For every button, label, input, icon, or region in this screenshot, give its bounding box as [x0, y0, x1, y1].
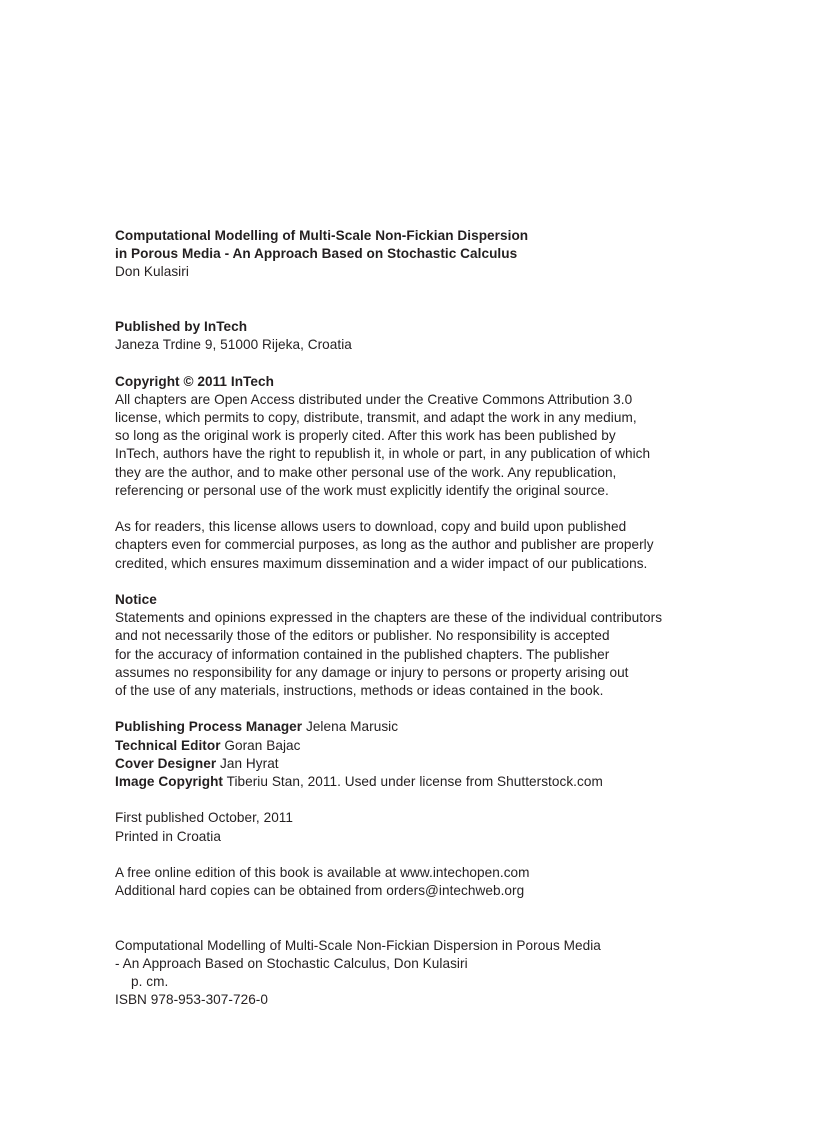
catalog-block: [115, 937, 715, 1010]
publication-block: [115, 809, 715, 845]
publisher-block: [115, 318, 715, 354]
credit-row: [115, 773, 715, 791]
first-published: First published October, 2011: [115, 810, 294, 826]
copyright-line: All chapters are Open Access distributed under the Creative Commons Attribution 3.0: [115, 391, 633, 407]
notice-line: and not necessarily those of the editors or publisher. No responsibility is accepted: [115, 628, 610, 644]
copyright-block: [115, 373, 715, 573]
notice-line: of the use of any materials, instructions, methods or ideas contained in the book.: [115, 683, 604, 699]
hard-copies-note: Additional hard copies can be obtained from orders@intechweb.org: [115, 883, 525, 899]
catalog-title-line-1: Computational Modelling of Multi-Scale Non-Fickian Dispersion in Porous Media: [115, 937, 601, 953]
publisher-address: Janeza Trdine 9, 51000 Rijeka, Croatia: [115, 337, 352, 353]
readers-license-line: As for readers, this license allows users to download, copy and build upon published: [115, 519, 627, 535]
readers-license-line: credited, which ensures maximum dissemination and a wider impact of our publications.: [115, 555, 648, 571]
credit-row: [115, 718, 715, 736]
copyright-line: they are the author, and to make other personal use of the work. Any republication,: [115, 464, 617, 480]
copyright-line: InTech, authors have the right to republish it, in whole or part, in any publication of which: [115, 446, 651, 462]
book-title-line-1: Computational Modelling of Multi-Scale Non-Fickian Dispersion: [115, 228, 529, 243]
credit-role: Image Copyright: [115, 774, 223, 790]
copyright-line: license, which permits to copy, distribute, transmit, and adapt the work in any medium,: [115, 410, 637, 425]
isbn: ISBN 978-953-307-726-0: [115, 992, 268, 1008]
credit-name: Tiberiu Stan, 2011. Used under license from Shutterstock.com: [226, 774, 603, 790]
catalog-pagination: p. cm.: [131, 974, 169, 990]
credit-role: Publishing Process Manager: [115, 719, 303, 735]
credit-row: [115, 755, 715, 773]
notice-line: Statements and opinions expressed in the chapters are these of the individual contributors: [115, 610, 663, 626]
printed-in: Printed in Croatia: [115, 828, 221, 844]
availability-block: [115, 864, 715, 900]
credits-block: [115, 718, 715, 791]
notice-block: [115, 591, 715, 700]
credit-role: Technical Editor: [115, 737, 221, 753]
credit-name: Goran Bajac: [224, 737, 301, 753]
title-block: [115, 227, 715, 282]
online-edition-note: A free online edition of this book is available at www.intechopen.com: [115, 865, 530, 880]
publisher-heading: Published by InTech: [115, 319, 248, 334]
notice-line: assumes no responsibility for any damage or injury to persons or property arising out: [115, 664, 629, 680]
copyright-page: [115, 227, 715, 1010]
credit-name: Jan Hyrat: [220, 755, 279, 771]
notice-line: for the accuracy of information contained in the published chapters. The publisher: [115, 646, 610, 662]
credit-row: [115, 737, 715, 755]
credit-role: Cover Designer: [115, 755, 217, 771]
readers-license-line: chapters even for commercial purposes, as long as the author and publisher are properly: [115, 537, 654, 553]
book-author: Don Kulasiri: [115, 264, 189, 280]
credit-name: Jelena Marusic: [305, 719, 399, 735]
notice-heading: Notice: [115, 592, 157, 607]
copyright-line: so long as the original work is properly cited. After this work has been published by: [115, 428, 616, 444]
book-title-line-2: in Porous Media - An Approach Based on Stochastic Calculus: [115, 246, 518, 262]
copyright-line: referencing or personal use of the work must explicitly identify the original source.: [115, 482, 609, 498]
catalog-title-line-2: - An Approach Based on Stochastic Calculus, Don Kulasiri: [115, 956, 468, 971]
copyright-heading: Copyright © 2011 InTech: [115, 373, 274, 389]
